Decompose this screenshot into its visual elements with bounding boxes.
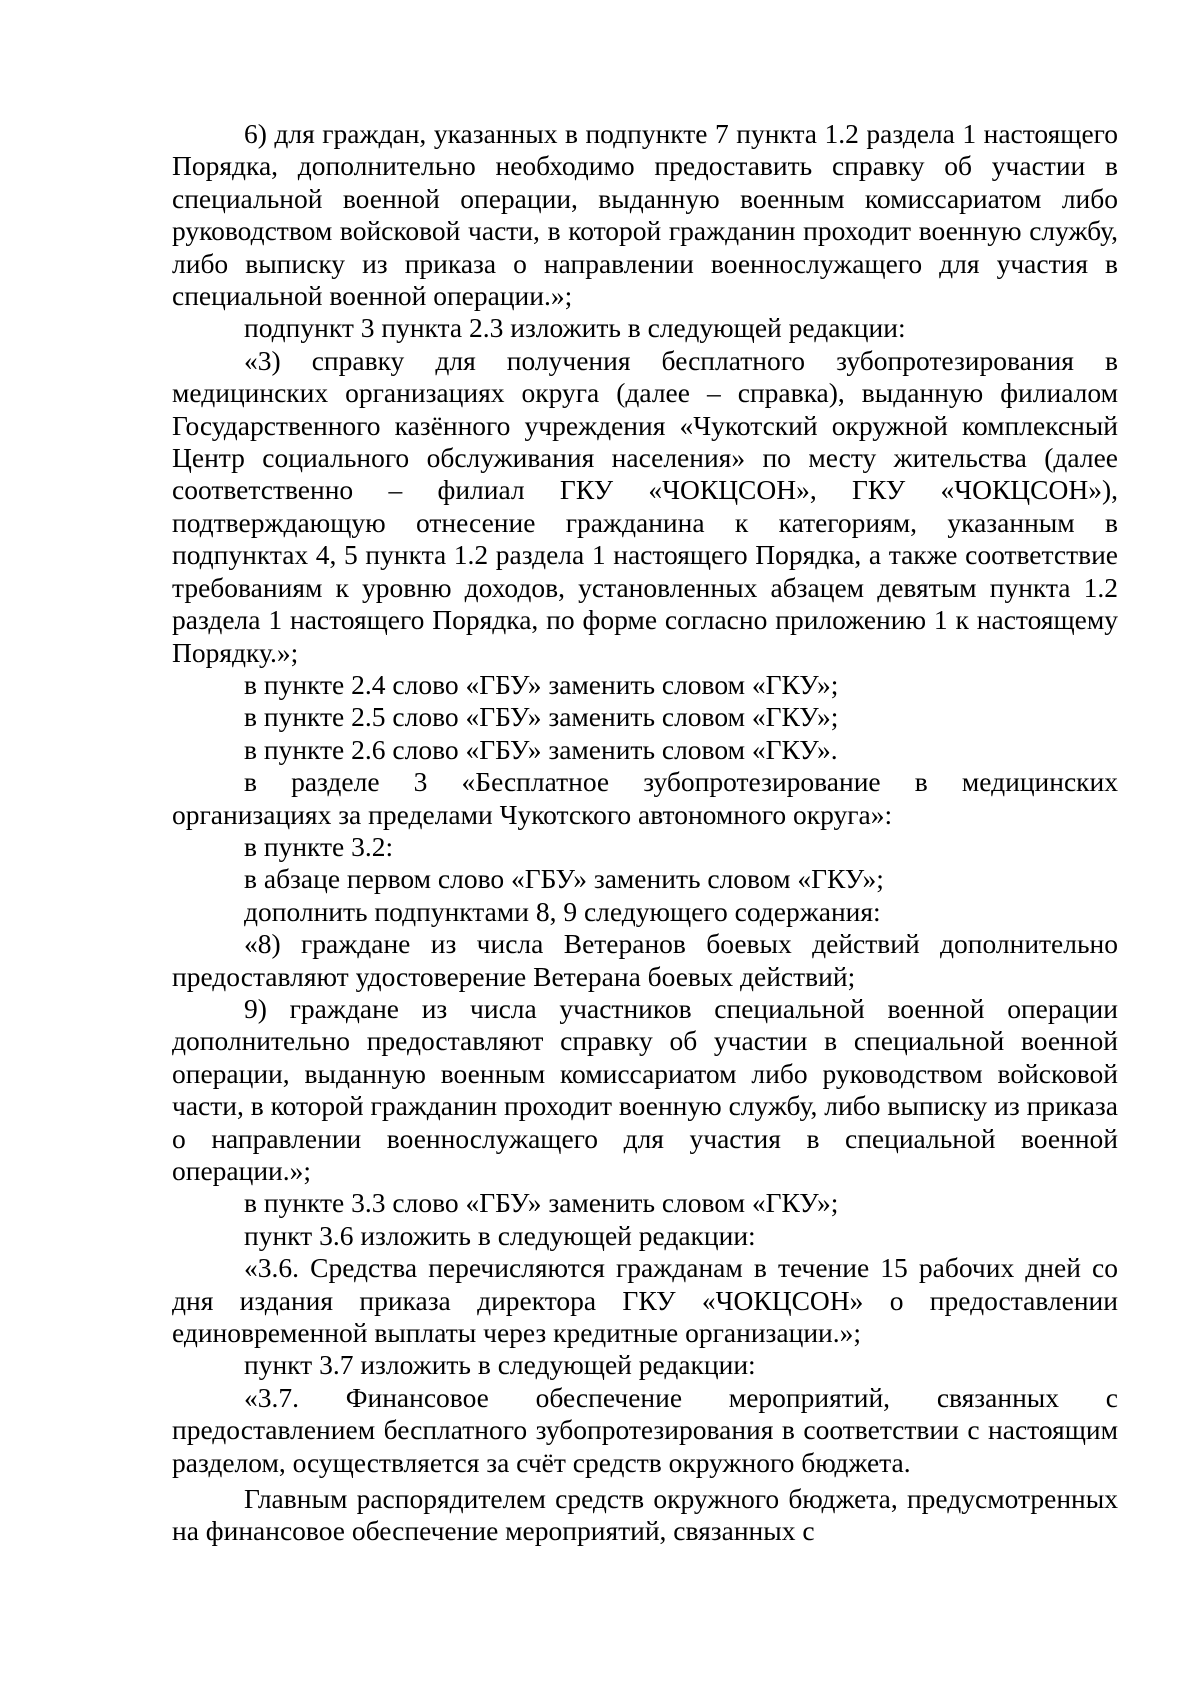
paragraph-subitem-6: 6) для граждан, указанных в подпункте 7 пункта 1.2 раздела 1 настоящего Порядка, дополнительно необходимо предоставить справку об участии в специальной военной операции, выданную военным комиссариатом либо руководством войсковой части, в которой гражданин проходит военную службу, либо выписку из приказа о направлении военнослужащего для участия в специальной военной операции.»; bbox=[172, 118, 1118, 312]
paragraph-amend-2-6: в пункте 2.6 слово «ГБУ» заменить словом «ГКУ». bbox=[244, 733, 838, 765]
paragraph-item-3-6: «3.6. Средства перечисляются гражданам в течение 15 рабочих дней со дня издания приказа директора ГКУ «ЧОКЦСОН» о предоставлении единовременной выплаты через кредитные организации.»; bbox=[172, 1252, 1118, 1349]
document-page bbox=[172, 118, 1118, 1548]
paragraph-amend-3-6: пункт 3.6 изложить в следующей редакции: bbox=[244, 1219, 756, 1251]
paragraph-add-subitems: дополнить подпунктами 8, 9 следующего содержания: bbox=[244, 895, 881, 927]
paragraph-item-3-2: в пункте 3.2: bbox=[244, 830, 394, 862]
paragraph-section-3: в разделе 3 «Бесплатное зубопротезирование в медицинских организациях за пределами Чукотского автономного округа»: bbox=[172, 766, 1118, 830]
paragraph-item-3-7: «3.7. Финансовое обеспечение мероприятий, связанных с предоставлением бесплатного зубопротезирования в соответствии с настоящим разделом, осуществляется за счёт средств окружного бюджета. bbox=[172, 1381, 1118, 1478]
paragraph-subitem-8: «8) граждане из числа Ветеранов боевых действий дополнительно предоставляют удостоверение Ветерана боевых действий; bbox=[172, 928, 1118, 992]
paragraph-subitem-3: «3) справку для получения бесплатного зубопротезирования в медицинских организациях округа (далее – справка), выданную филиалом Государственного казённого учреждения «Чукотский окружной комплексный Центр социального обслуживания населения» по месту жительства (далее соответственно – филиал ГКУ «ЧОКЦСОН», ГКУ «ЧОКЦСОН»), подтверждающую отнесение гражданина к категориям, указанным в подпунктах 4, 5 пункта 1.2 раздела 1 настоящего Порядка, а также соответствие требованиям к уровню доходов, установленных абзацем девятым пункта 1.2 раздела 1 настоящего Порядка, по форме согласно приложению 1 к настоящему Порядку.»; bbox=[172, 344, 1118, 668]
paragraph-amend-2-4: в пункте 2.4 слово «ГБУ» заменить словом «ГКУ»; bbox=[244, 668, 839, 700]
paragraph-amend-3-2-first: в абзаце первом слово «ГБУ» заменить словом «ГКУ»; bbox=[244, 863, 884, 895]
paragraph-chief-manager: Главным распорядителем средств окружного бюджета, предусмотренных на финансовое обеспечение мероприятий, связанных с bbox=[172, 1483, 1118, 1547]
paragraph-amend-3-7: пункт 3.7 изложить в следующей редакции: bbox=[244, 1349, 756, 1381]
paragraph-amend-2-3: подпункт 3 пункта 2.3 изложить в следующей редакции: bbox=[244, 312, 906, 344]
paragraph-amend-2-5: в пункте 2.5 слово «ГБУ» заменить словом «ГКУ»; bbox=[244, 701, 839, 733]
paragraph-subitem-9: 9) граждане из числа участников специальной военной операции дополнительно предоставляют справку об участии в специальной военной операции, выданную военным комиссариатом либо руководством войсковой части, в которой гражданин проходит военную службу, либо выписку из приказа о направлении военнослужащего для участия в специальной военной операции.»; bbox=[172, 992, 1118, 1186]
paragraph-amend-3-3: в пункте 3.3 слово «ГБУ» заменить словом «ГКУ»; bbox=[244, 1187, 839, 1219]
